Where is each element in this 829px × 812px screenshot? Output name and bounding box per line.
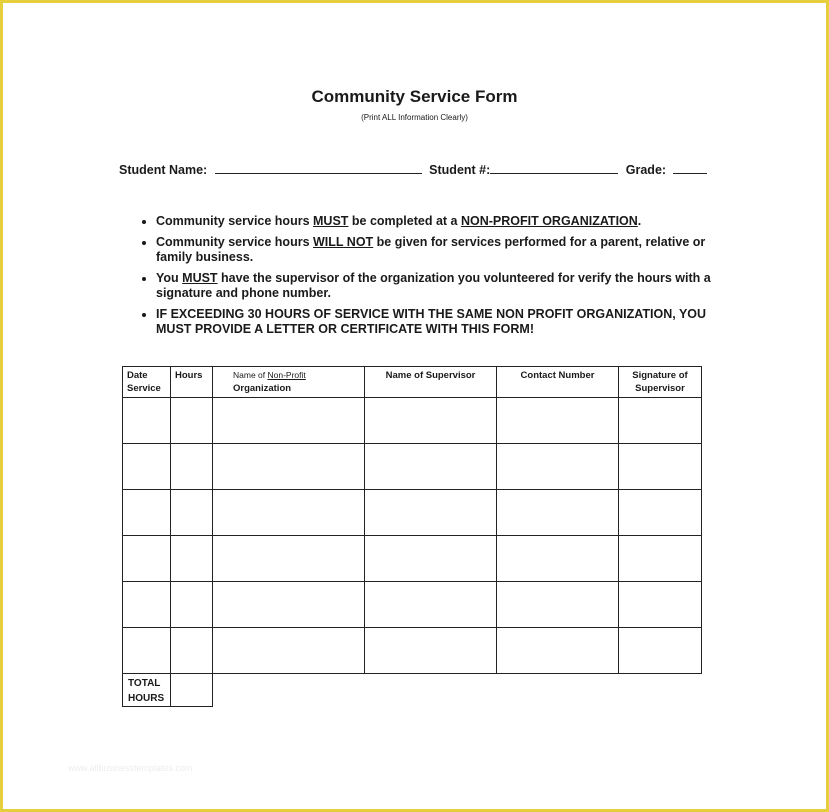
cell-supervisor[interactable] bbox=[365, 398, 497, 444]
student-number-label: Student #: bbox=[429, 163, 491, 177]
cell-contact[interactable] bbox=[497, 444, 619, 490]
cell-hours[interactable] bbox=[171, 628, 213, 674]
cell-contact[interactable] bbox=[497, 398, 619, 444]
cell-hours[interactable] bbox=[171, 398, 213, 444]
cell-signature[interactable] bbox=[619, 536, 702, 582]
service-log-table bbox=[122, 366, 702, 707]
cell-hours[interactable] bbox=[171, 490, 213, 536]
header-date-service: Date Service bbox=[123, 367, 171, 398]
cell-organization[interactable] bbox=[213, 582, 365, 628]
cell-contact[interactable] bbox=[497, 490, 619, 536]
cell-signature[interactable] bbox=[619, 490, 702, 536]
grade-field[interactable] bbox=[673, 161, 707, 174]
form-subtitle: (Print ALL Information Clearly) bbox=[361, 113, 468, 122]
cell-signature[interactable] bbox=[619, 582, 702, 628]
cell-contact[interactable] bbox=[497, 536, 619, 582]
rules-list bbox=[138, 214, 716, 343]
table-row bbox=[123, 628, 702, 674]
cell-signature[interactable] bbox=[619, 444, 702, 490]
header-organization: Name of Non-Profit Organization bbox=[213, 367, 365, 398]
cell-supervisor[interactable] bbox=[365, 536, 497, 582]
rule-item-supervisor-verify: • You MUST have the supervisor of the organization you volunteered for verify the hours with a signature and phone number. bbox=[156, 271, 716, 302]
cell-supervisor[interactable] bbox=[365, 444, 497, 490]
table-header-row bbox=[123, 367, 702, 398]
cell-supervisor[interactable] bbox=[365, 582, 497, 628]
header-hours: Hours bbox=[171, 367, 213, 398]
cell-signature[interactable] bbox=[619, 398, 702, 444]
student-number-field[interactable] bbox=[490, 161, 618, 174]
table-row bbox=[123, 398, 702, 444]
header-contact-number: Contact Number bbox=[497, 367, 619, 398]
cell-date[interactable] bbox=[123, 582, 171, 628]
cell-organization[interactable] bbox=[213, 536, 365, 582]
student-name-label: Student Name: bbox=[119, 163, 208, 177]
cell-hours[interactable] bbox=[171, 444, 213, 490]
form-title: Community Service Form bbox=[311, 87, 518, 106]
cell-hours[interactable] bbox=[171, 536, 213, 582]
student-name-field[interactable] bbox=[215, 161, 422, 174]
cell-date[interactable] bbox=[123, 628, 171, 674]
cell-supervisor[interactable] bbox=[365, 628, 497, 674]
cell-signature[interactable] bbox=[619, 628, 702, 674]
cell-contact[interactable] bbox=[497, 582, 619, 628]
rule-item-must-nonprofit: • Community service hours MUST be completed at a NON-PROFIT ORGANIZATION. bbox=[156, 214, 716, 230]
total-hours-field[interactable] bbox=[171, 674, 213, 707]
table-row bbox=[123, 536, 702, 582]
header-supervisor: Name of Supervisor bbox=[365, 367, 497, 398]
rule-item-no-family: • Community service hours WILL NOT be given for services performed for a parent, relative or family business. bbox=[156, 235, 716, 266]
cell-date[interactable] bbox=[123, 490, 171, 536]
student-info-fields bbox=[119, 161, 711, 177]
cell-organization[interactable] bbox=[213, 444, 365, 490]
total-hours-label: TOTAL HOURS bbox=[123, 674, 171, 707]
header-signature: Signature of Supervisor bbox=[619, 367, 702, 398]
grade-label: Grade: bbox=[625, 163, 667, 177]
rule-item-exceeding-30-hours: • IF EXCEEDING 30 HOURS OF SERVICE WITH THE SAME NON PROFIT ORGANIZATION, YOU MUST PROVIDE A LETTER OR CERTIFICATE WITH THIS FORM! bbox=[156, 307, 716, 338]
table-row bbox=[123, 490, 702, 536]
cell-date[interactable] bbox=[123, 398, 171, 444]
cell-organization[interactable] bbox=[213, 490, 365, 536]
cell-supervisor[interactable] bbox=[365, 490, 497, 536]
cell-organization[interactable] bbox=[213, 628, 365, 674]
table-row bbox=[123, 444, 702, 490]
total-hours-row bbox=[123, 674, 702, 707]
cell-contact[interactable] bbox=[497, 628, 619, 674]
cell-hours[interactable] bbox=[171, 582, 213, 628]
cell-date[interactable] bbox=[123, 536, 171, 582]
watermark-text: www.allbusinesstemplates.com bbox=[68, 763, 193, 773]
cell-organization[interactable] bbox=[213, 398, 365, 444]
table-row bbox=[123, 582, 702, 628]
cell-date[interactable] bbox=[123, 444, 171, 490]
